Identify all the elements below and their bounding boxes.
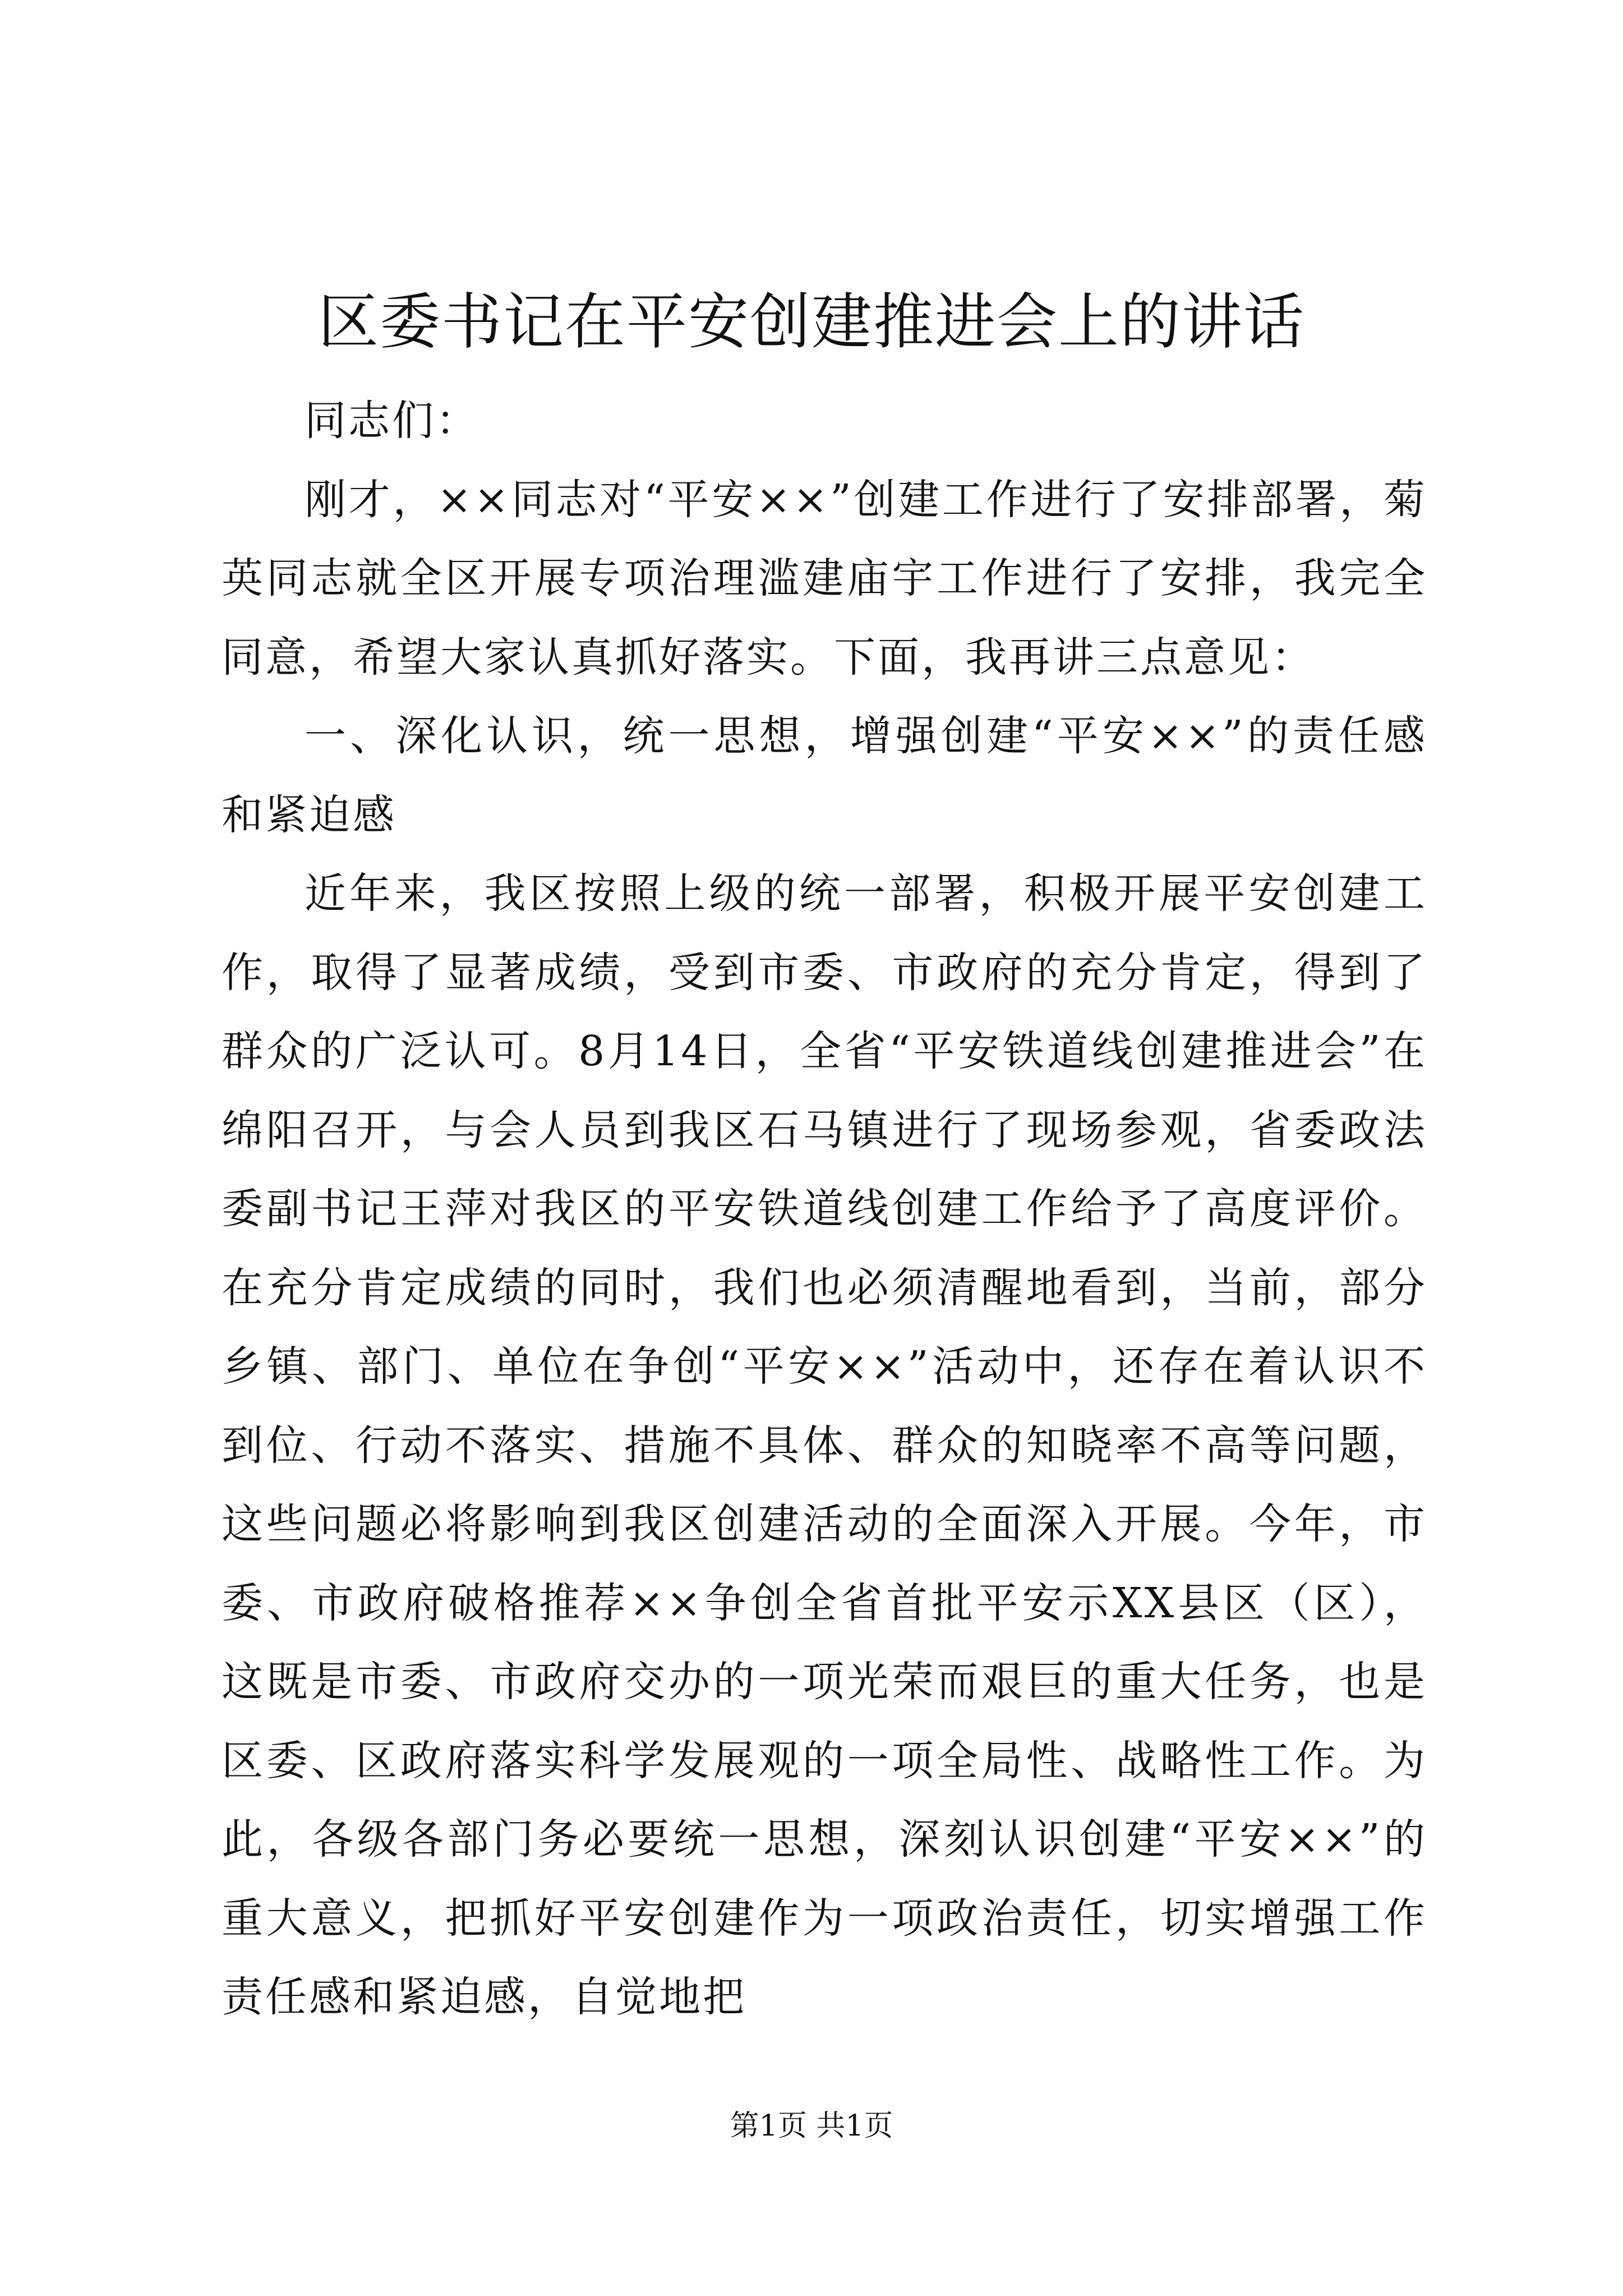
body-paragraph: 近年来，我区按照上级的统一部署，积极开展平安创建工作，取得了显著成绩，受到市委、市政府的充分肯定，得到了群众的广泛认可。8月14日，全省“平安铁道线创建推进会”在绵阳召开，与会人员到我区石马镇进行了现场参观，省委政法委副书记王萍对我区的平安铁道线创建工作给予了高度评价。在充分肯定成绩的同时，我们也必须清醒地看到，当前，部分乡镇、部门、单位在争创“平安××”活动中，还存在着认识不到位、行动不落实、措施不具体、群众的知晓率不高等问题，这些问题必将影响到我区创建活动的全面深入开展。今年，市委、市政府破格推荐××争创全省首批平安示XX县区（区），这既是市委、市政府交办的一项光荣而艰巨的重大任务，也是区委、区政府落实科学发展观的一项全局性、战略性工作。为此，各级各部门务必要统一思想，深刻认识创建“平安××”的重大意义，把抓好平安创建作为一项政治责任，切实增强工作责任感和紧迫感，自觉地把 bbox=[222, 869, 1427, 2021]
salutation-paragraph: 同志们： bbox=[305, 397, 479, 445]
document-body bbox=[222, 381, 1427, 2037]
intro-paragraph: 刚才，××同志对“平安××”创建工作进行了安排部署，菊英同志就全区开展专项治理滥建庙宇工作进行了安排，我完全同意，希望大家认真抓好落实。下面，我再讲三点意见： bbox=[222, 475, 1427, 682]
page-footer: 第1页 共1页 bbox=[730, 2109, 893, 2143]
document-title: 区委书记在平安创建推进会上的讲话 bbox=[317, 287, 1305, 357]
section-heading-1: 一、深化认识，统一思想，增强创建“平安××”的责任感和紧迫感 bbox=[222, 712, 1427, 839]
